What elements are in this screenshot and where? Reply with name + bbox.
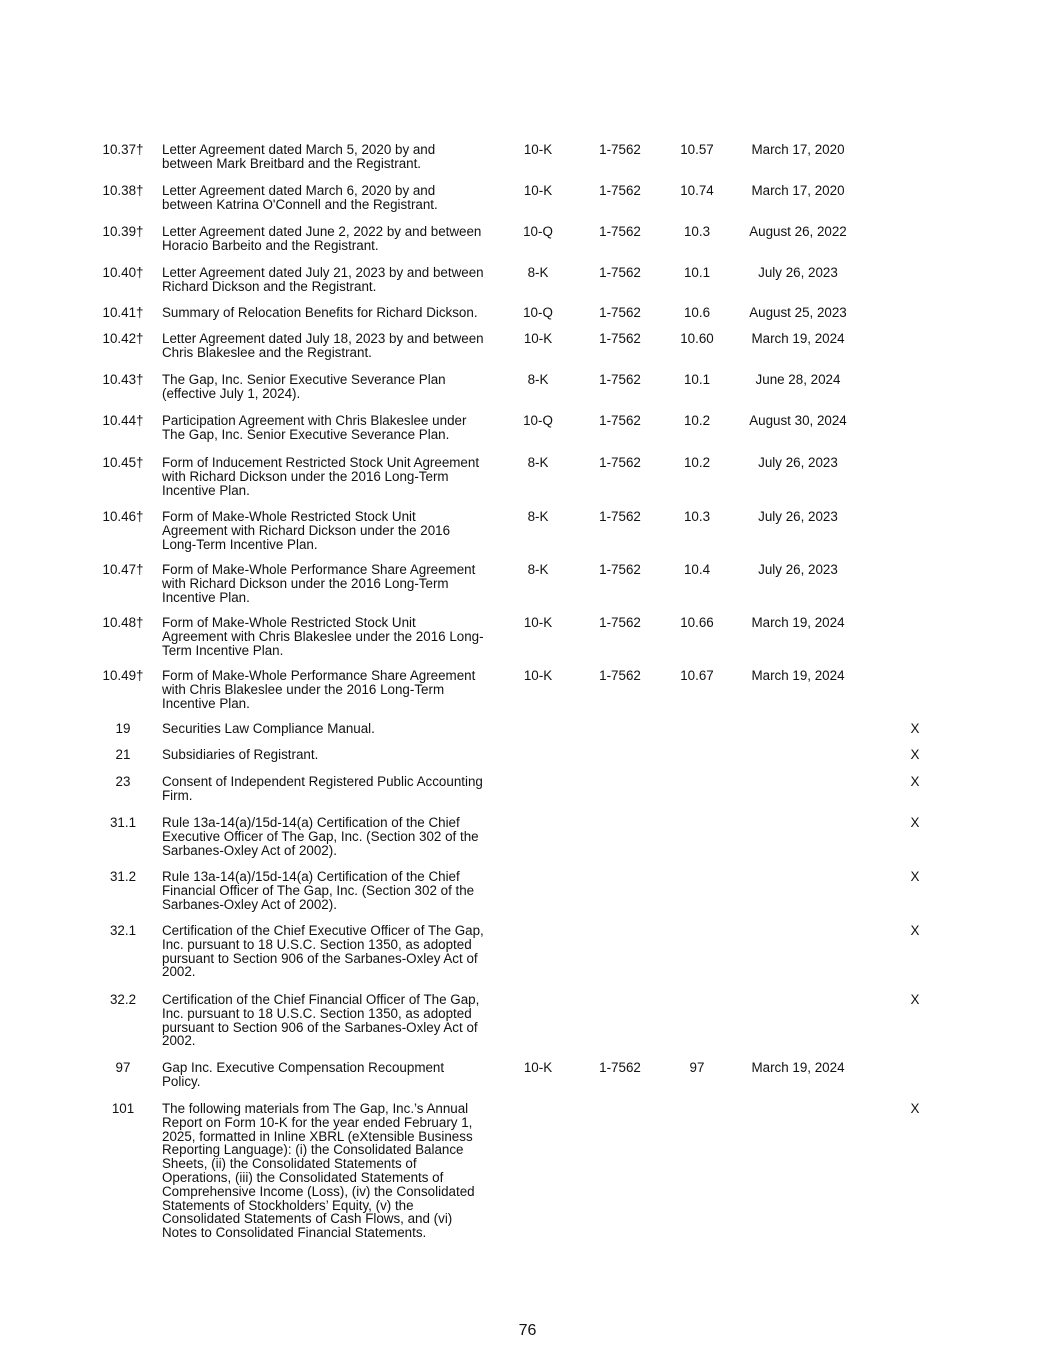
- description-line: Certification of the Chief Executive Officer of The Gap,: [162, 923, 484, 938]
- filed-herewith-mark: X: [910, 1101, 920, 1116]
- exhibit-description: [162, 456, 502, 497]
- filing-date: March 19, 2024: [751, 668, 845, 683]
- description-line: Form of Inducement Restricted Stock Unit Agreement: [162, 455, 480, 470]
- exhibit-number: 10.43†: [102, 372, 144, 387]
- description-line: Consolidated Statements of Cash Flows, and (vi): [162, 1211, 453, 1227]
- exhibit-number: 10.41†: [102, 305, 144, 320]
- description-line: Incentive Plan.: [162, 482, 250, 498]
- description-line: Firm.: [162, 787, 193, 803]
- filing-date: July 26, 2023: [758, 265, 838, 280]
- description-line: pursuant to Section 906 of the Sarbanes-Oxley Act of: [162, 1019, 478, 1035]
- form-type: 8-K: [527, 372, 549, 387]
- exhibit-description: [162, 184, 502, 212]
- form-type: 8-K: [527, 509, 549, 524]
- filing-date: July 26, 2023: [758, 509, 838, 524]
- exhibit-number: 32.2: [109, 992, 137, 1007]
- description-line: Sheets, (ii) the Consolidated Statements of: [162, 1156, 417, 1172]
- exhibit-number: 10.37†: [102, 142, 144, 157]
- description-line: Summary of Relocation Benefits for Richard Dickson.: [162, 305, 478, 320]
- form-type: 8-K: [527, 562, 549, 577]
- description-line: Sarbanes-Oxley Act of 2002).: [162, 842, 337, 858]
- description-line: Inc. pursuant to 18 U.S.C. Section 1350, as adopted: [162, 1005, 472, 1021]
- description-line: 2002.: [162, 1033, 196, 1049]
- description-line: Statements of Stockholders’ Equity, (v) the: [162, 1197, 414, 1213]
- description-line: Rule 13a-14(a)/15d-14(a) Certification of the Chief: [162, 815, 460, 830]
- exhibit-number: 32.1: [109, 923, 137, 938]
- incorporated-exhibit: 10.6: [683, 305, 711, 320]
- description-line: pursuant to Section 906 of the Sarbanes-Oxley Act of: [162, 950, 478, 966]
- exhibit-description: [162, 993, 502, 1048]
- description-line: Agreement with Chris Blakeslee under the 2016 Long-: [162, 628, 484, 644]
- form-type: 10-K: [523, 668, 553, 683]
- file-number: 1-7562: [599, 305, 641, 320]
- description-line: 2025, formatted in Inline XBRL (eXtensible Business: [162, 1128, 473, 1144]
- exhibit-number: 101: [111, 1101, 135, 1116]
- form-type: 10-Q: [523, 413, 553, 428]
- filed-herewith-mark: X: [910, 992, 920, 1007]
- incorporated-exhibit: 10.60: [680, 331, 714, 346]
- filing-date: March 17, 2020: [751, 183, 845, 198]
- description-line: (effective July 1, 2024).: [162, 385, 301, 401]
- form-type: 8-K: [527, 455, 549, 470]
- description-line: with Richard Dickson under the 2016 Long-Term: [162, 575, 449, 591]
- description-line: Policy.: [162, 1073, 201, 1089]
- form-type: 10-Q: [523, 224, 553, 239]
- exhibit-number: 97: [115, 1060, 131, 1075]
- description-line: Form of Make-Whole Restricted Stock Unit: [162, 615, 416, 630]
- exhibit-description: [162, 414, 502, 442]
- description-line: The following materials from The Gap, Inc.’s Annual: [162, 1101, 469, 1116]
- description-line: Participation Agreement with Chris Blakeslee under: [162, 413, 467, 428]
- file-number: 1-7562: [599, 1060, 641, 1075]
- description-line: Incentive Plan.: [162, 589, 250, 605]
- exhibit-description: [162, 563, 502, 604]
- description-line: with Richard Dickson under the 2016 Long-Term: [162, 468, 449, 484]
- exhibit-number: 10.38†: [102, 183, 144, 198]
- filing-date: June 28, 2024: [755, 372, 841, 387]
- incorporated-exhibit: 10.1: [683, 265, 711, 280]
- description-line: Letter Agreement dated July 21, 2023 by and between: [162, 265, 484, 280]
- filing-date: August 30, 2024: [749, 413, 847, 428]
- description-line: Horacio Barbeito and the Registrant.: [162, 237, 379, 253]
- exhibit-description: [162, 306, 502, 320]
- exhibit-description: [162, 669, 502, 710]
- description-line: Chris Blakeslee and the Registrant.: [162, 344, 372, 360]
- file-number: 1-7562: [599, 413, 641, 428]
- exhibit-number: 10.39†: [102, 224, 144, 239]
- exhibit-number: 10.49†: [102, 668, 144, 683]
- file-number: 1-7562: [599, 562, 641, 577]
- file-number: 1-7562: [599, 455, 641, 470]
- description-line: The Gap, Inc. Senior Executive Severance Plan.: [162, 426, 450, 442]
- file-number: 1-7562: [599, 668, 641, 683]
- description-line: Letter Agreement dated June 2, 2022 by and between: [162, 224, 482, 239]
- file-number: 1-7562: [599, 224, 641, 239]
- form-type: 10-K: [523, 1060, 553, 1075]
- exhibit-description: [162, 722, 502, 736]
- incorporated-exhibit: 10.67: [680, 668, 714, 683]
- description-line: Rule 13a-14(a)/15d-14(a) Certification of the Chief: [162, 869, 460, 884]
- incorporated-exhibit: 10.3: [683, 224, 711, 239]
- form-type: 10-K: [523, 615, 553, 630]
- description-line: Letter Agreement dated July 18, 2023 by and between: [162, 331, 484, 346]
- filed-herewith-mark: X: [910, 869, 920, 884]
- exhibit-number: 10.40†: [102, 265, 144, 280]
- description-line: Operations, (iii) the Consolidated Statements of: [162, 1169, 444, 1185]
- filing-date: March 19, 2024: [751, 331, 845, 346]
- description-line: Incentive Plan.: [162, 695, 250, 711]
- exhibit-description: [162, 510, 502, 551]
- incorporated-exhibit: 10.1: [683, 372, 711, 387]
- file-number: 1-7562: [599, 142, 641, 157]
- description-line: Executive Officer of The Gap, Inc. (Section 302 of the: [162, 828, 479, 844]
- exhibit-number: 19: [115, 721, 131, 736]
- exhibit-description: [162, 1102, 502, 1240]
- incorporated-exhibit: 10.3: [683, 509, 711, 524]
- description-line: Securities Law Compliance Manual.: [162, 721, 375, 736]
- description-line: Comprehensive Income (Loss), (iv) the Consolidated: [162, 1183, 475, 1199]
- exhibit-description: [162, 266, 502, 294]
- exhibit-description: [162, 143, 502, 171]
- exhibit-description: [162, 332, 502, 360]
- description-line: The Gap, Inc. Senior Executive Severance Plan: [162, 372, 446, 387]
- incorporated-exhibit: 10.57: [680, 142, 714, 157]
- description-line: Richard Dickson and the Registrant.: [162, 278, 377, 294]
- file-number: 1-7562: [599, 372, 641, 387]
- description-line: Form of Make-Whole Performance Share Agreement: [162, 668, 476, 683]
- description-line: Term Incentive Plan.: [162, 642, 284, 658]
- description-line: Subsidiaries of Registrant.: [162, 747, 319, 762]
- description-line: Reporting Language): (i) the Consolidated Balance: [162, 1142, 464, 1158]
- filing-date: August 25, 2023: [749, 305, 847, 320]
- description-line: Sarbanes-Oxley Act of 2002).: [162, 896, 337, 912]
- description-line: Notes to Consolidated Financial Statements.: [162, 1225, 427, 1241]
- filed-herewith-mark: X: [910, 721, 920, 736]
- exhibit-number: 10.46†: [102, 509, 144, 524]
- incorporated-exhibit: 10.4: [683, 562, 711, 577]
- exhibit-number: 10.48†: [102, 615, 144, 630]
- exhibit-number: 23: [115, 774, 131, 789]
- description-line: with Chris Blakeslee under the 2016 Long-Term: [162, 681, 445, 697]
- incorporated-exhibit: 10.74: [680, 183, 714, 198]
- filed-herewith-mark: X: [910, 774, 920, 789]
- exhibit-description: [162, 225, 502, 253]
- exhibit-description: [162, 373, 502, 401]
- description-line: Consent of Independent Registered Public Accounting: [162, 774, 483, 789]
- filing-date: March 19, 2024: [751, 1060, 845, 1075]
- exhibit-description: [162, 870, 502, 911]
- incorporated-exhibit: 10.66: [680, 615, 714, 630]
- filing-date: August 26, 2022: [749, 224, 847, 239]
- description-line: 2002.: [162, 964, 196, 980]
- filed-herewith-mark: X: [910, 815, 920, 830]
- exhibit-description: [162, 1061, 502, 1089]
- description-line: between Mark Breitbard and the Registrant.: [162, 155, 422, 171]
- description-line: Certification of the Chief Financial Officer of The Gap,: [162, 992, 480, 1007]
- exhibit-number: 31.2: [109, 869, 137, 884]
- file-number: 1-7562: [599, 509, 641, 524]
- filed-herewith-mark: X: [910, 747, 920, 762]
- description-line: Agreement with Richard Dickson under the 2016: [162, 522, 451, 538]
- exhibit-number: 10.42†: [102, 331, 144, 346]
- description-line: Financial Officer of The Gap, Inc. (Section 302 of the: [162, 882, 475, 898]
- incorporated-exhibit: 10.2: [683, 455, 711, 470]
- description-line: Long-Term Incentive Plan.: [162, 536, 318, 552]
- filing-date: July 26, 2023: [758, 562, 838, 577]
- filing-date: March 17, 2020: [751, 142, 845, 157]
- page-number: 76: [518, 1322, 537, 1339]
- exhibit-description: [162, 924, 502, 979]
- file-number: 1-7562: [599, 331, 641, 346]
- description-line: Form of Make-Whole Restricted Stock Unit: [162, 509, 416, 524]
- form-type: 10-Q: [523, 305, 553, 320]
- description-line: Letter Agreement dated March 5, 2020 by and: [162, 142, 436, 157]
- incorporated-exhibit: 10.2: [683, 413, 711, 428]
- description-line: Letter Agreement dated March 6, 2020 by and: [162, 183, 436, 198]
- exhibit-number: 31.1: [109, 815, 137, 830]
- form-type: 10-K: [523, 142, 553, 157]
- exhibit-description: [162, 775, 502, 803]
- incorporated-exhibit: 97: [689, 1060, 705, 1075]
- exhibit-number: 21: [115, 747, 131, 762]
- form-type: 10-K: [523, 331, 553, 346]
- exhibit-description: [162, 748, 502, 762]
- file-number: 1-7562: [599, 183, 641, 198]
- description-line: between Katrina O'Connell and the Registrant.: [162, 196, 438, 212]
- description-line: Report on Form 10-K for the year ended February 1,: [162, 1114, 473, 1130]
- exhibit-number: 10.47†: [102, 562, 144, 577]
- exhibit-number: 10.45†: [102, 455, 144, 470]
- description-line: Gap Inc. Executive Compensation Recoupment: [162, 1060, 445, 1075]
- description-line: Form of Make-Whole Performance Share Agreement: [162, 562, 476, 577]
- filed-herewith-mark: X: [910, 923, 920, 938]
- description-line: Inc. pursuant to 18 U.S.C. Section 1350, as adopted: [162, 936, 472, 952]
- exhibit-description: [162, 616, 502, 657]
- exhibit-description: [162, 816, 502, 857]
- file-number: 1-7562: [599, 265, 641, 280]
- filing-date: July 26, 2023: [758, 455, 838, 470]
- file-number: 1-7562: [599, 615, 641, 630]
- form-type: 10-K: [523, 183, 553, 198]
- form-type: 8-K: [527, 265, 549, 280]
- exhibit-number: 10.44†: [102, 413, 144, 428]
- filing-date: March 19, 2024: [751, 615, 845, 630]
